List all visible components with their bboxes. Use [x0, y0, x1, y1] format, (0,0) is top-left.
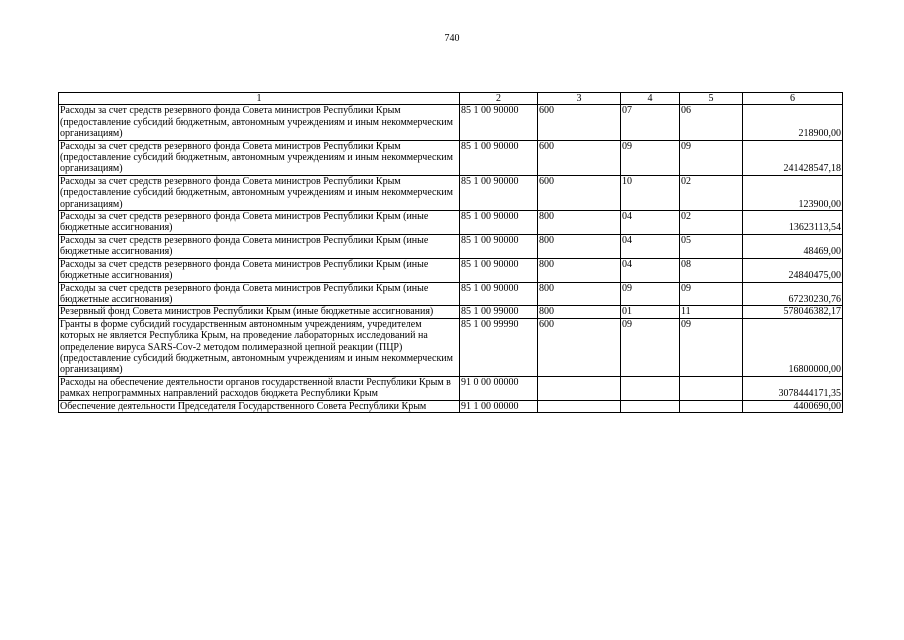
- column-header: 5: [680, 93, 743, 105]
- row-description: Расходы за счет средств резервного фонда Совета министров Республики Крым (предоставление субсидий бюджетным, автономным учреждениям и иным некоммерческим организациям): [59, 105, 460, 140]
- column-header: 1: [59, 93, 460, 105]
- row-description: Расходы за счет средств резервного фонда Совета министров Республики Крым (иные бюджетные ассигнования): [59, 258, 460, 282]
- row-section: 01: [621, 306, 680, 318]
- table-row: [59, 376, 843, 400]
- row-amount: 123900,00: [743, 175, 843, 210]
- row-amount: 48469,00: [743, 234, 843, 258]
- row-expense-type: 600: [538, 105, 621, 140]
- table-row: [59, 282, 843, 306]
- row-amount: 16800000,00: [743, 318, 843, 376]
- row-section: 04: [621, 258, 680, 282]
- row-description: Обеспечение деятельности Председателя Государственного Совета Республики Крым: [59, 400, 460, 412]
- row-target-code: 85 1 00 90000: [460, 140, 538, 175]
- row-section: 09: [621, 282, 680, 306]
- row-expense-type: 800: [538, 306, 621, 318]
- column-header: 6: [743, 93, 843, 105]
- table-row: [59, 211, 843, 235]
- row-amount: 241428547,18: [743, 140, 843, 175]
- row-target-code: 85 1 00 90000: [460, 211, 538, 235]
- table-header-row: [59, 93, 843, 105]
- row-description: Гранты в форме субсидий государственным автономным учреждениям, учредителем которых не является Республика Крым, на проведение лабораторных исследований на определение вируса SARS-Cov-2 методом полимеразной цепной реакции (ПЦР) (предоставление субсидий бюджетным, автономным учреждениям и иным некоммерческим организациям): [59, 318, 460, 376]
- budget-table: [58, 92, 843, 413]
- column-header: 3: [538, 93, 621, 105]
- row-expense-type: [538, 400, 621, 412]
- row-target-code: 91 1 00 00000: [460, 400, 538, 412]
- table-row: [59, 175, 843, 210]
- row-section: 07: [621, 105, 680, 140]
- row-amount: 3078444171,35: [743, 376, 843, 400]
- row-subsection: [680, 400, 743, 412]
- row-subsection: [680, 376, 743, 400]
- row-description: Резервный фонд Совета министров Республики Крым (иные бюджетные ассигнования): [59, 306, 460, 318]
- table-row: [59, 306, 843, 318]
- row-section: 09: [621, 140, 680, 175]
- page-number: 740: [444, 33, 460, 44]
- row-section: [621, 376, 680, 400]
- column-header: 2: [460, 93, 538, 105]
- row-section: 04: [621, 234, 680, 258]
- table-row: [59, 258, 843, 282]
- row-description: Расходы на обеспечение деятельности органов государственной власти Республики Крым в рамках непрограммных направлений расходов бюджета Республики Крым: [59, 376, 460, 400]
- row-target-code: 85 1 00 90000: [460, 175, 538, 210]
- row-section: 04: [621, 211, 680, 235]
- table-row: [59, 234, 843, 258]
- row-subsection: 08: [680, 258, 743, 282]
- row-description: Расходы за счет средств резервного фонда Совета министров Республики Крым (иные бюджетные ассигнования): [59, 282, 460, 306]
- row-subsection: 02: [680, 175, 743, 210]
- row-amount: 578046382,17: [743, 306, 843, 318]
- row-section: [621, 400, 680, 412]
- row-section: 10: [621, 175, 680, 210]
- row-target-code: 85 1 00 90000: [460, 105, 538, 140]
- table-row: [59, 140, 843, 175]
- row-description: Расходы за счет средств резервного фонда Совета министров Республики Крым (иные бюджетные ассигнования): [59, 234, 460, 258]
- row-target-code: 85 1 00 90000: [460, 282, 538, 306]
- row-target-code: 85 1 00 90000: [460, 258, 538, 282]
- row-target-code: 85 1 00 99000: [460, 306, 538, 318]
- table-row: [59, 318, 843, 376]
- row-subsection: 02: [680, 211, 743, 235]
- row-expense-type: [538, 376, 621, 400]
- row-section: 09: [621, 318, 680, 376]
- row-amount: 4400690,00: [743, 400, 843, 412]
- table-row: [59, 105, 843, 140]
- row-target-code: 91 0 00 00000: [460, 376, 538, 400]
- row-subsection: 09: [680, 282, 743, 306]
- row-subsection: 09: [680, 140, 743, 175]
- row-expense-type: 800: [538, 234, 621, 258]
- row-target-code: 85 1 00 99990: [460, 318, 538, 376]
- column-header: 4: [621, 93, 680, 105]
- row-amount: 218900,00: [743, 105, 843, 140]
- row-expense-type: 800: [538, 282, 621, 306]
- row-expense-type: 600: [538, 175, 621, 210]
- row-expense-type: 600: [538, 318, 621, 376]
- row-description: Расходы за счет средств резервного фонда Совета министров Республики Крым (предоставление субсидий бюджетным, автономным учреждениям и иным некоммерческим организациям): [59, 175, 460, 210]
- row-subsection: 06: [680, 105, 743, 140]
- row-expense-type: 800: [538, 211, 621, 235]
- row-subsection: 09: [680, 318, 743, 376]
- row-description: Расходы за счет средств резервного фонда Совета министров Республики Крым (предоставление субсидий бюджетным, автономным учреждениям и иным некоммерческим организациям): [59, 140, 460, 175]
- row-subsection: 05: [680, 234, 743, 258]
- row-expense-type: 600: [538, 140, 621, 175]
- table-row: [59, 400, 843, 412]
- row-amount: 13623113,54: [743, 211, 843, 235]
- row-target-code: 85 1 00 90000: [460, 234, 538, 258]
- row-expense-type: 800: [538, 258, 621, 282]
- row-amount: 24840475,00: [743, 258, 843, 282]
- row-amount: 67230230,76: [743, 282, 843, 306]
- row-description: Расходы за счет средств резервного фонда Совета министров Республики Крым (иные бюджетные ассигнования): [59, 211, 460, 235]
- row-subsection: 11: [680, 306, 743, 318]
